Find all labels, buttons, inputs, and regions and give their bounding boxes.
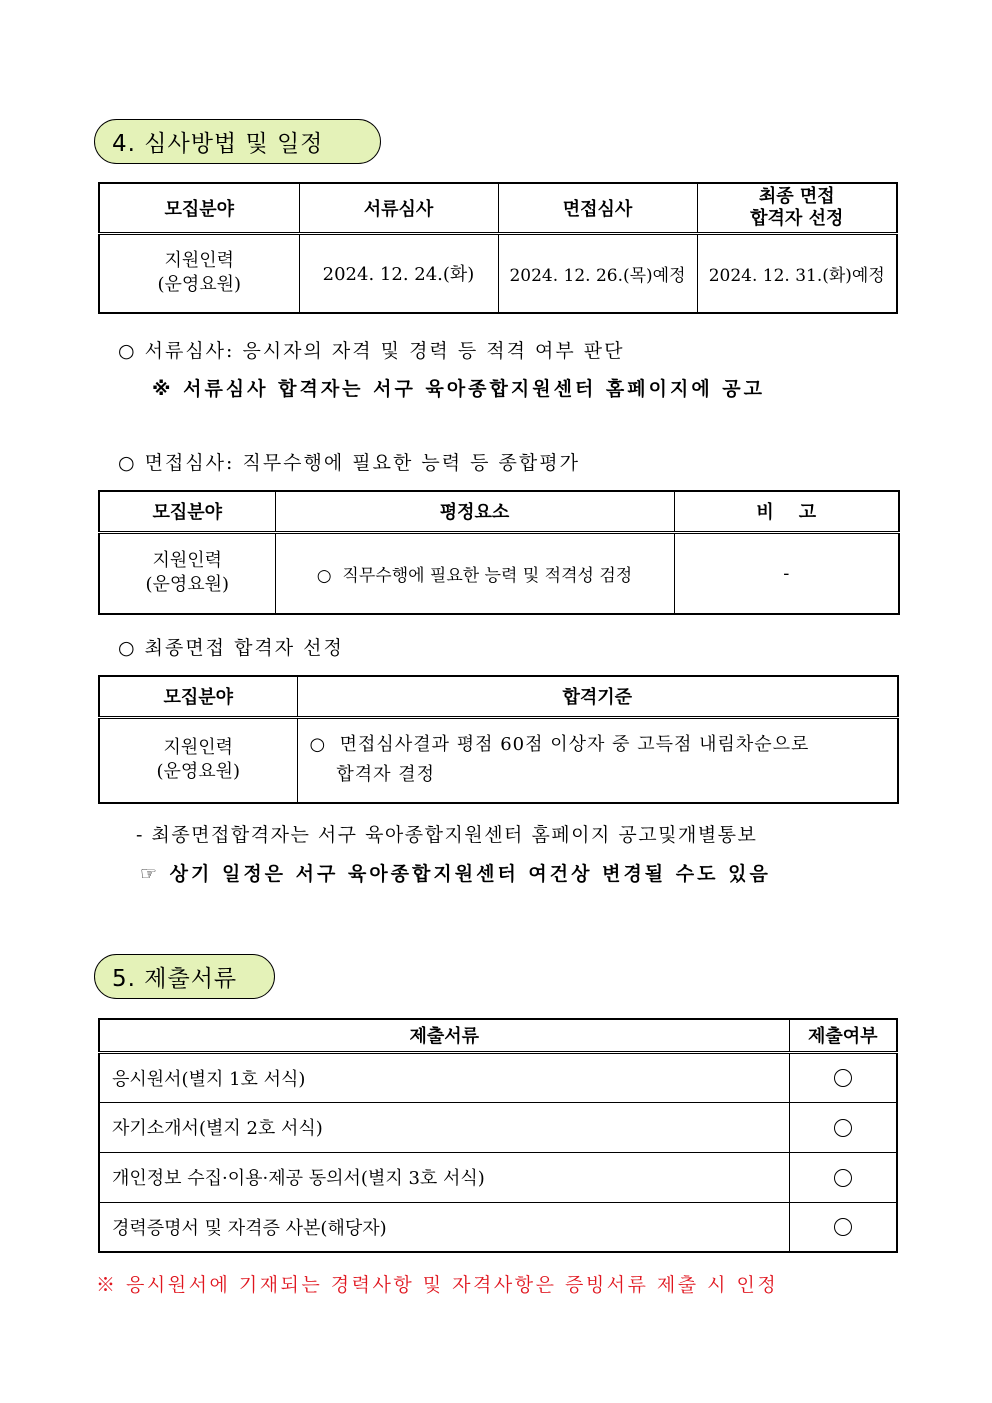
interview-header-note: 비 고 [674,491,899,532]
document-row-submitted [789,1202,897,1252]
interview-text: ○ 면접심사: 직무수행에 필요한 능력 등 종합평가 [118,452,580,474]
interview-cell-note: - [674,532,899,614]
document-row-submitted [789,1152,897,1202]
final-header-criteria: 합격기준 [297,676,898,717]
final-note-announcement: - 최종면접합격자는 서구 육아종합지원센터 홈페이지 공고및개별통보 [136,824,758,846]
interview-header-criteria: 평정요소 [275,491,674,532]
interview-header-field: 모집분야 [99,491,275,532]
document-row-name: 개인정보 수집·이용·제공 동의서(별지 3호 서식) [99,1152,789,1202]
documents-header-submitted: 제출여부 [789,1019,897,1052]
final-selection-text: ○ 최종면접 합격자 선정 [118,637,344,659]
schedule-header-interview: 면접심사 [498,183,697,233]
schedule-cell-field: 지원인력 (운영요원) [99,233,299,313]
document-row-name: 경력증명서 및 자격증 사본(해당자) [99,1202,789,1252]
section5-title [94,954,275,999]
final-cell-criteria: ○ 면접심사결과 평점 60점 이상자 중 고득점 내림차순으로 합격자 결정 [297,717,898,803]
doc-review-note: ※ 서류심사 합격자는 서구 육아종합지원센터 홈페이지에 공고 [152,378,766,400]
interview-cell-criteria: ○ 직무수행에 필요한 능력 및 적격성 검정 [275,532,674,614]
section4-title [94,119,381,164]
schedule-cell-interview-date: 2024. 12. 26.(목)예정 [498,233,697,313]
interview-cell-field: 지원인력 (운영요원) [99,532,275,614]
submitted-circle-icon [834,1169,852,1187]
submitted-circle-icon [834,1069,852,1087]
schedule-cell-doc-date: 2024. 12. 24.(화) [299,233,498,313]
final-table [98,675,899,804]
schedule-cell-final-date: 2024. 12. 31.(화)예정 [697,233,897,313]
section4-title-text: 4. 심사방법 및 일정 [112,131,324,157]
final-cell-field: 지원인력 (운영요원) [99,717,297,803]
section5-title-text: 5. 제출서류 [112,966,238,992]
final-header-field: 모집분야 [99,676,297,717]
documents-note: ※ 응시원서에 기재되는 경력사항 및 자격사항은 증빙서류 제출 시 인정 [96,1274,779,1296]
schedule-table [98,182,898,314]
schedule-header-final: 최종 면접 합격자 선정 [697,183,897,233]
interview-table [98,490,900,615]
schedule-header-doc: 서류심사 [299,183,498,233]
document-row-name: 자기소개서(별지 2호 서식) [99,1102,789,1152]
documents-table [98,1018,898,1253]
final-note-schedule-change: ☞ 상기 일정은 서구 육아종합지원센터 여건상 변경될 수도 있음 [140,863,771,885]
doc-review-text: ○ 서류심사: 응시자의 자격 및 경력 등 적격 여부 판단 [118,340,625,362]
submitted-circle-icon [834,1218,852,1236]
documents-header-name: 제출서류 [99,1019,789,1052]
schedule-header-field: 모집분야 [99,183,299,233]
document-row-submitted [789,1052,897,1102]
document-row-submitted [789,1102,897,1152]
submitted-circle-icon [834,1119,852,1137]
document-row-name: 응시원서(별지 1호 서식) [99,1052,789,1102]
